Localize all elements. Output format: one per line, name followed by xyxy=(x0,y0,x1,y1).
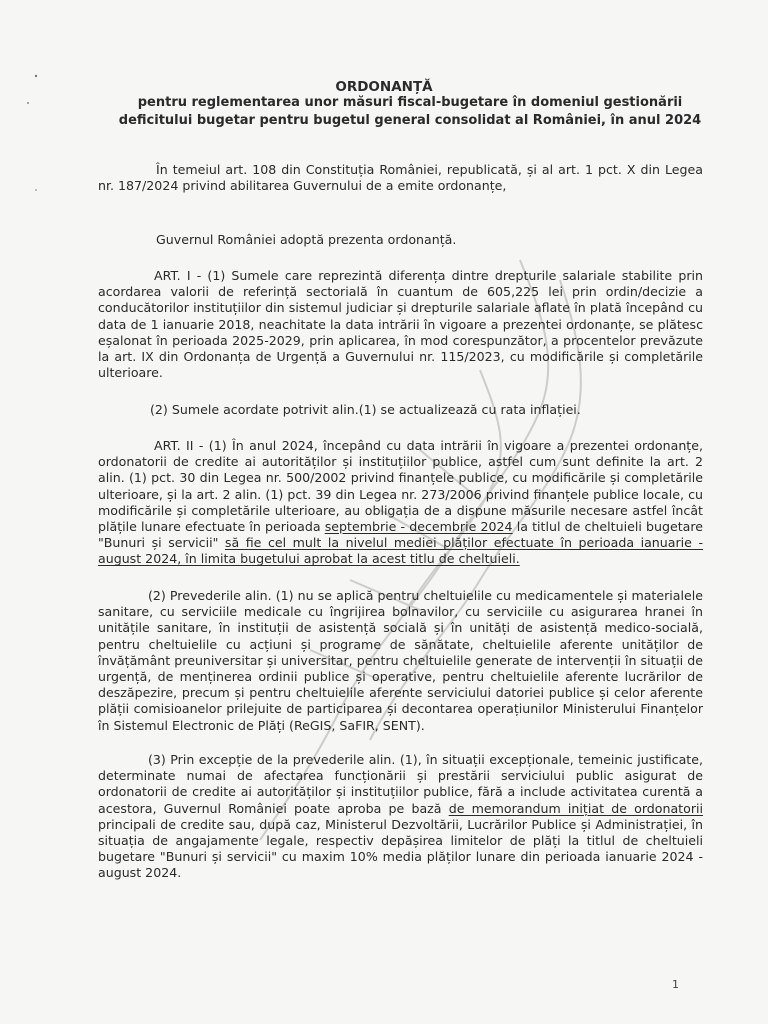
article-1-paragraph-2: (2) Sumele acordate potrivit alin.(1) se actualizează cu rata inflației. xyxy=(150,402,581,417)
page-number: 1 xyxy=(672,978,679,991)
article-2-paragraph-1-text-a: ART. II - (1) În anul 2024, începând cu data intrării în vigoare a prezentei ordonanțe, ordonatorii de credite ai autorităților și instituțiilor publice, astfel cum sunt definite la art. 2 alin. (1) pct. 30 din Legea nr. 500/2002 privind finanțele publice, cu modificările și completările ulterioare, și la art. 2 alin. (1) pct. 39 din Legea nr. 273/2006 privind finanțele publice locale, cu modificările și completările ulterioare, au obligația de a dispune măsurile necesare astfel încât plățile lunare efectuate în perioada xyxy=(98,438,703,535)
underlined-period: septembrie - decembrie 2024 xyxy=(324,519,513,535)
article-1-paragraph-1: ART. I - (1) Sumele care reprezintă diferența dintre drepturile salariale stabilite prin acordarea valorii de referință sectorială în cuantum de 605,225 lei prin ordin/decizie a conducătorilor instituțiilor din sistemul judiciar și drepturile salariale aflate în plată începând cu data de 1 ianuarie 2018, neachitate la data intrării în vigoare a prezentei ordonanțe, se plătesc eșalonat în perioada 2025-2029, prin aplicarea, în mod corespunzător, a procentelor prevăzute la art. IX din Ordonanța de Urgență a Guvernului nr. 115/2023, cu modificările și completările ulterioare. xyxy=(98,268,703,381)
adoption-statement: Guvernul României adoptă prezenta ordonanță. xyxy=(156,232,457,247)
article-2-paragraph-2: (2) Prevederile alin. (1) nu se aplică pentru cheltuielile cu medicamentele și materialele sanitare, cu serviciile medicale cu îngrijirea bolnavilor, cu serviciile cu asigurarea hranei în unitățile sanitare, în instituții de asistență socială și în unități de asistență medico-socială, pentru cheltuielile cu acțiuni și programe de sănătate, cheltuielile aferente unităților de învățământ preuniversitar și universitar, pentru cheltuielile generate de intervenții în situații de urgență, de menținerea ordinii publice și operative, pentru cheltuielile aferente lucrărilor de deszăpezire, precum și pentru cheltuielile aferente serviciului datoriei publice și celor aferente plății comisioanelor prilejuite de participarea și decontarea operațiunilor Ministerului Finanțelor în Sistemul Electronic de Plăți (ReGIS, SaFIR, SENT). xyxy=(98,588,703,733)
subtitle-line-1: pentru reglementarea unor măsuri fiscal-bugetare în domeniul gestionării xyxy=(137,95,683,110)
article-2-paragraph-3-text-a: (3) Prin excepție de la prevederile alin. (1), în situații excepționale, temeinic justificate, determinate numai de afectarea funcționării și prestării serviciului public asigurat de ordonatorii de credite ai autorităților și instituțiilor publice, fără a include activitatea curentă a acestora, Guvernul României poate aproba pe bază xyxy=(98,752,703,816)
document-subtitle xyxy=(100,94,720,130)
article-2-paragraph-1-text-b: la titlul de cheltuieli bugetare "Bunuri și servicii" xyxy=(98,519,703,551)
underlined-memorandum: de memorandum inițiat de ordonatorii xyxy=(448,800,704,816)
preamble-paragraph: În temeiul art. 108 din Constituția României, republicată, și al art. 1 pct. X din Legea nr. 187/2024 privind abilitarea Guvernului de a emite ordonanțe, xyxy=(98,162,703,194)
underlined-limit-clause: să fie cel mult la nivelul mediei plăților efectuate în perioada ianuarie - august 2024, în limita bugetului aprobat la acest titlu de cheltuieli. xyxy=(98,535,703,567)
subtitle-line-2: deficitului bugetar pentru bugetul general consolidat al României, în anul 2024 xyxy=(118,113,702,128)
article-2-paragraph-3 xyxy=(98,752,703,882)
article-2-paragraph-3-text-b: principali de credite sau, după caz, Ministerul Dezvoltării, Lucrărilor Publice și Administrației, în situația de angajamente legale, respectiv depășirea limitelor de plăți la titlul de cheltuieli bugetare "Bunuri și servicii" cu maxim 10% media plăților lunare din perioada ianuarie 2024 - august 2024. xyxy=(98,816,703,881)
article-2-paragraph-1 xyxy=(98,438,703,568)
document-title: ORDONANȚĂ xyxy=(335,79,433,95)
